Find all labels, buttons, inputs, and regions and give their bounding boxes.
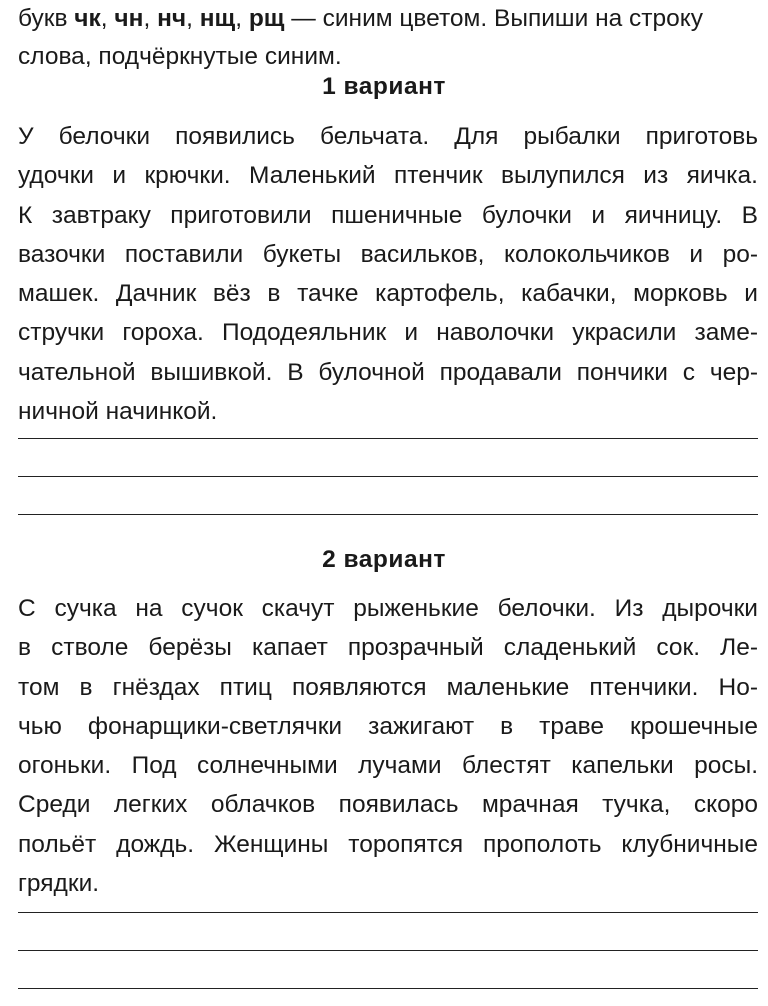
- answer-line[interactable]: [18, 950, 758, 951]
- text-line: У белочки появились бельчата. Для рыбалки приготовь: [18, 123, 758, 150]
- answer-line[interactable]: [18, 438, 758, 439]
- instruction-line-2: слова, подчёркнутые синим.: [18, 43, 342, 70]
- text-line: огоньки. Под солнечными лучами блестят капельки росы.: [18, 752, 758, 780]
- text-line: К завтраку приготовили пшеничные булочки и яичницу. В: [18, 201, 758, 229]
- text-line: вазочки поставили букеты васильков, колокольчиков и ро-: [18, 240, 758, 268]
- letter-combo: нщ: [199, 5, 236, 32]
- text-line: стручки гороха. Пододеяльник и наволочки украсили заме-: [18, 319, 758, 347]
- text-line: в стволе берёзы капает прозрачный сладенький сок. Ле-: [18, 634, 758, 662]
- text-line: С сучка на сучок скачут рыженькие белочки. Из дырочки: [18, 595, 758, 622]
- instruction-line-1: букв чк, чн, нч, нщ, рщ — синим цветом. Выпиши на строку: [18, 5, 703, 32]
- text-line: том в гнёздах птиц появляются маленькие птенчики. Но-: [18, 673, 758, 701]
- text-line: ничной начинкой.: [18, 398, 218, 426]
- text-line: чательной вышивкой. В булочной продавали пончики с чер-: [18, 358, 758, 386]
- variant-1-text: [18, 117, 758, 431]
- variant-2-text: [18, 589, 758, 903]
- text-line: Среди легких облачков появилась мрачная тучка, скоро: [18, 791, 758, 819]
- letter-combo: рщ: [248, 5, 285, 32]
- task-instruction: [18, 0, 758, 76]
- answer-line[interactable]: [18, 476, 758, 477]
- variant-2-title: 2 вариант: [322, 546, 446, 573]
- answer-line[interactable]: [18, 912, 758, 913]
- text-line: машек. Дачник вёз в тачке картофель, кабачки, морковь и: [18, 280, 758, 308]
- answer-line[interactable]: [18, 988, 758, 989]
- letter-combo: чк: [74, 5, 101, 32]
- text-line: чью фонарщики-светлячки зажигают в траве крошечные: [18, 712, 758, 740]
- letter-combo: чн: [114, 5, 144, 32]
- text-line: польёт дождь. Женщины торопятся прополоть клубничные: [18, 830, 758, 858]
- letter-combo: нч: [157, 5, 187, 32]
- variant-1-title: 1 вариант: [322, 73, 446, 100]
- text-line: грядки.: [18, 870, 100, 898]
- text-line: удочки и крючки. Маленький птенчик вылупился из яичка.: [18, 162, 758, 190]
- answer-line[interactable]: [18, 514, 758, 515]
